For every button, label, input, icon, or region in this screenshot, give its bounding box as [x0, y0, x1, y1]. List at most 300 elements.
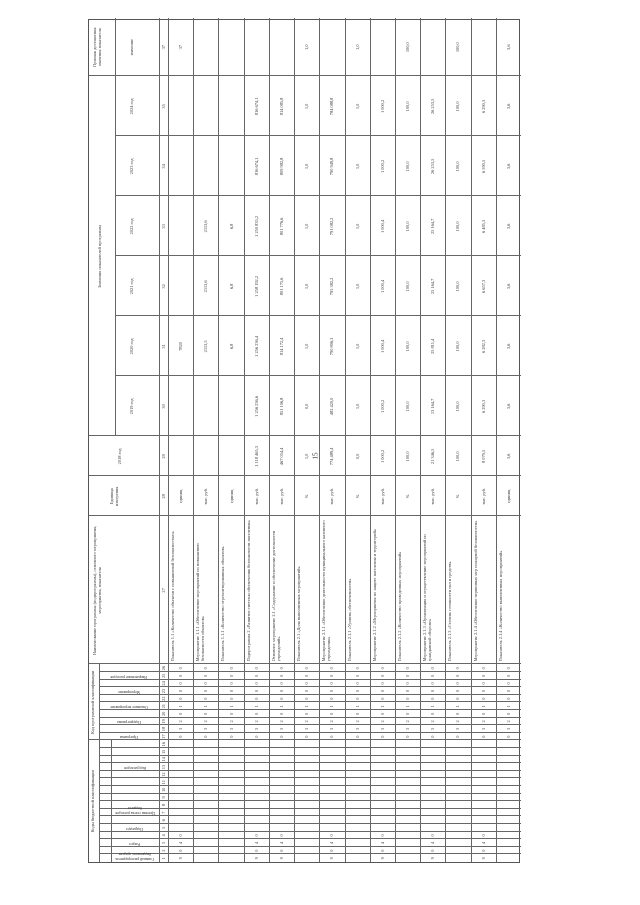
code-cell: 0 — [505, 697, 511, 700]
code-cell: 0 — [203, 682, 209, 685]
relation-column-header: Признак достижения значения показателя — [92, 27, 102, 67]
year-value-cell: 3,6 — [505, 223, 511, 230]
year-value-cell: 100,0 — [455, 281, 461, 292]
kbk-subheader: Главный распорядитель бюджетных средств — [115, 852, 155, 861]
code-cell: 0 — [379, 834, 385, 837]
code-cell: 0 — [379, 697, 385, 700]
code-cell: 0 — [480, 849, 486, 852]
code-cell: 1 — [329, 705, 335, 708]
base-value-cell: 100,0 — [405, 451, 411, 462]
grid-line — [319, 18, 320, 862]
year-value-cell: 1 250 835,2 — [253, 215, 259, 237]
code-cell: 9 — [329, 857, 335, 860]
code-cell: 2 — [253, 720, 259, 723]
unit-cell: тыс. руб. — [329, 488, 335, 505]
grid-line — [89, 476, 521, 477]
indicator-name: Показатель 2.1.3 «Степень готовности сил и средств» — [447, 561, 453, 662]
code-cell: 0 — [329, 697, 335, 700]
relation-subheader: значение — [129, 38, 134, 56]
code-cell: 3 — [354, 727, 360, 731]
base-value-cell — [229, 438, 235, 474]
year-value-cell: 1,0 — [354, 403, 360, 410]
grid-line — [395, 18, 396, 862]
code-cell: 0 — [354, 682, 360, 685]
code-cell: 0 — [329, 712, 335, 715]
grid-line — [89, 516, 521, 517]
code-cell: 0 — [430, 834, 436, 837]
grid-line — [193, 18, 194, 862]
grid-line — [294, 18, 295, 862]
unit-cell: единиц — [505, 489, 511, 504]
year-header: 2024 год — [129, 98, 134, 115]
code-cell: 2 — [505, 720, 511, 723]
code-cell: 0 — [304, 682, 310, 685]
code-cell: 4 — [253, 841, 259, 845]
code-cell: 0 — [379, 735, 385, 738]
indicator-name: Мероприятие 1.1.1 «Обеспечение мероприятий по повышению безопасности объектов» — [195, 543, 206, 662]
code-cell: 0 — [379, 667, 385, 670]
code-cell: 0 — [455, 667, 461, 670]
code-cell: 0 — [304, 697, 310, 700]
code-cell: 2 — [480, 720, 486, 723]
code-cell: 0 — [203, 689, 209, 693]
code-cell: 4 — [178, 841, 184, 845]
unit-cell: % — [304, 494, 310, 499]
year-value-cell: 6 590,5 — [480, 159, 486, 173]
column-number: 11 — [161, 780, 166, 785]
year-value-cell: 801 175,6 — [278, 277, 284, 296]
code-cell: 4 — [480, 841, 486, 845]
code-cell: 0 — [430, 689, 436, 693]
code-cell: 0 — [278, 849, 284, 852]
code-cell: 4 — [379, 841, 385, 845]
code-cell: 3 — [329, 727, 335, 731]
year-value-cell: 100,0 — [455, 101, 461, 112]
year-value-cell: 814 172,4 — [278, 337, 284, 356]
year-value-cell: 100,0 — [405, 281, 411, 292]
indicator-name: Подпрограмма 2 «Развитие системы обеспечения безопасности населения» — [245, 520, 251, 662]
grid-line — [496, 18, 497, 862]
code-cell: 0 — [253, 697, 259, 700]
year-value-cell: 100,0 — [405, 341, 411, 352]
code-cell: 0 — [379, 674, 385, 677]
unit-cell: % — [405, 494, 411, 499]
code-cell: 0 — [405, 735, 411, 738]
program-subheader: Подпрограмма — [117, 720, 141, 725]
year-value-cell: 1 256 236,6 — [253, 395, 259, 417]
code-cell: 0 — [178, 834, 184, 837]
code-cell: 0 — [278, 667, 284, 670]
code-cell: 0 — [278, 834, 284, 837]
column-number: 28 — [161, 494, 166, 499]
unit-cell: % — [455, 494, 461, 499]
unit-cell: тыс. руб. — [203, 488, 209, 505]
code-cell: 0 — [480, 712, 486, 715]
year-value-cell: 3,6 — [505, 343, 511, 350]
code-cell: 2 — [379, 720, 385, 723]
code-cell: 0 — [455, 735, 461, 738]
unit-cell: единиц — [228, 489, 234, 504]
code-cell: 0 — [228, 712, 234, 715]
code-cell: 0 — [203, 697, 209, 700]
year-value-cell: 816 674,1 — [253, 97, 259, 116]
kbk-subheader: Вид расходов — [124, 765, 146, 770]
column-number: 26 — [161, 666, 166, 671]
code-cell: 0 — [329, 667, 335, 670]
year-value-cell: 3,6 — [505, 283, 511, 290]
column-number: 21 — [161, 704, 166, 709]
code-cell: 1 — [379, 705, 385, 708]
year-value-cell: 26 253,5 — [430, 98, 436, 115]
year-value-cell: 1 000,4 — [379, 219, 385, 233]
column-number: 34 — [161, 164, 166, 169]
column-number: 5 — [161, 826, 166, 829]
code-cell: 9 — [430, 857, 436, 860]
year-value-cell: 809 982,8 — [278, 157, 284, 176]
code-cell: 0 — [253, 682, 259, 685]
year-value-cell: 25 164,7 — [430, 218, 436, 235]
code-cell: 0 — [480, 689, 486, 693]
code-cell: 0 — [430, 849, 436, 852]
column-number: 14 — [161, 757, 166, 762]
code-cell: 2 — [178, 720, 184, 723]
code-cell: 0 — [178, 735, 184, 738]
year-value-cell: 6 657,3 — [480, 279, 486, 293]
code-cell: 0 — [178, 682, 184, 685]
year-value-cell: 791 082,2 — [329, 217, 335, 236]
kbk-group-header: Коды бюджетной классификации — [90, 770, 95, 833]
program-table — [88, 19, 520, 863]
column-number: 19 — [161, 719, 166, 724]
year-header: 2021 год — [129, 278, 134, 295]
code-cell: 3 — [228, 727, 234, 731]
code-cell: 0 — [178, 849, 184, 852]
column-number: 23 — [161, 688, 166, 694]
column-number: 20 — [161, 711, 166, 717]
column-number: 37 — [161, 45, 166, 50]
code-cell: 2 — [228, 720, 234, 723]
code-cell: 0 — [253, 849, 259, 852]
code-cell: 1 — [480, 705, 486, 708]
year-value-cell: 790 949,8 — [329, 157, 335, 176]
code-cell: 1 — [354, 705, 360, 708]
code-cell: 0 — [178, 697, 184, 700]
relation-value-cell: 1,0 — [354, 44, 360, 50]
year-value-cell: 25 164,7 — [430, 278, 436, 295]
column-number: 22 — [161, 696, 166, 701]
code-cell: 0 — [455, 682, 461, 685]
code-cell: 0 — [379, 849, 385, 852]
year-value-cell: 1,0 — [304, 103, 310, 110]
code-cell: 0 — [278, 682, 284, 685]
column-number: 8 — [161, 803, 166, 807]
code-cell: 3 — [203, 727, 209, 731]
indicator-name: Основное мероприятие 2.1 «Содержание и обеспечение деятельности учреждений» — [270, 530, 281, 662]
relation-value-cell: 100,0 — [405, 42, 411, 53]
code-cell: 0 — [178, 667, 184, 670]
code-cell: 0 — [278, 674, 284, 677]
code-cell: 0 — [304, 689, 310, 693]
indicator-name: Мероприятие 2.1.3 «Организация и осуществление мероприятий по гражданской обороне» — [422, 534, 433, 662]
year-value-cell: 1,0 — [304, 163, 310, 170]
unit-cell: тыс. руб. — [278, 488, 284, 505]
year-value-cell: 100,0 — [455, 221, 461, 232]
code-cell: 0 — [178, 689, 184, 693]
code-cell: 0 — [405, 689, 411, 693]
year-value-cell: 1 000,2 — [379, 399, 385, 413]
column-number: 18 — [161, 726, 166, 732]
code-cell: 0 — [455, 697, 461, 700]
year-value-cell: 6,8 — [228, 283, 234, 290]
code-cell: 0 — [203, 674, 209, 677]
code-cell: 0 — [379, 682, 385, 685]
column-number: 24 — [161, 681, 166, 686]
grid-line — [89, 76, 521, 77]
column-number: 29 — [161, 454, 166, 459]
code-cell: 0 — [228, 689, 234, 693]
year-value-cell: 100,0 — [405, 401, 411, 412]
base-value-cell: 1 118 465,3 — [253, 446, 259, 467]
unit-cell: тыс. руб. — [379, 488, 385, 505]
year-value-cell: 13 164,7 — [430, 398, 436, 415]
code-cell: 0 — [228, 667, 234, 670]
grid-line — [115, 376, 521, 377]
code-cell: 0 — [430, 712, 436, 715]
code-cell: 9 — [253, 857, 259, 860]
code-cell: 1 — [228, 705, 234, 708]
column-number: 27 — [161, 588, 166, 593]
year-value-cell: 100,0 — [405, 101, 411, 112]
code-cell: 0 — [354, 667, 360, 670]
year-value-cell: 6 290,3 — [480, 99, 486, 113]
year-value-cell: 1 000,4 — [379, 339, 385, 353]
code-cell: 0 — [354, 735, 360, 738]
code-cell: 0 — [379, 689, 385, 693]
column-number: 15 — [161, 749, 166, 755]
base-value-cell: 467 054,4 — [278, 447, 284, 466]
code-cell: 0 — [480, 735, 486, 738]
year-value-cell: 25 811,4 — [430, 338, 436, 355]
code-cell: 1 — [278, 705, 284, 708]
code-cell: 0 — [253, 735, 259, 738]
code-cell: 0 — [480, 834, 486, 837]
year-value-cell: 1,0 — [354, 223, 360, 230]
column-number: 33 — [161, 224, 166, 229]
year-header: 2019 год — [129, 398, 134, 415]
grid-line — [89, 436, 521, 437]
column-number: 17 — [161, 734, 166, 739]
code-cell: 0 — [203, 667, 209, 670]
indicator-name: Мероприятие 2.1.2 «Мероприятия по защите населения и территорий» — [371, 529, 377, 662]
year-value-cell: 100,0 — [455, 401, 461, 412]
year-value-cell: 3,6 — [505, 403, 511, 410]
year-header: 2022 год — [129, 218, 134, 235]
base-value-cell: 8 079,5 — [480, 449, 486, 463]
year-value-cell: 2113,5 — [203, 340, 209, 353]
year-value-cell: 100,0 — [405, 161, 411, 172]
code-cell: 3 — [430, 727, 436, 731]
column-number: 7 — [161, 811, 166, 814]
relation-value-cell: 3,6 — [505, 44, 511, 50]
code-cell: 0 — [178, 674, 184, 677]
code-cell: 0 — [304, 667, 310, 670]
code-cell: 1 — [430, 705, 436, 708]
unit-cell: тыс. руб. — [253, 488, 259, 505]
program-subheader: Программа — [119, 735, 139, 740]
column-number: 16 — [161, 742, 166, 747]
relation-value-cell: 37 — [178, 45, 184, 50]
column-number: 9 — [161, 796, 166, 799]
code-cell: 0 — [329, 735, 335, 738]
code-cell: 0 — [354, 674, 360, 677]
indicator-name: Показатель 1.1.1 «Количество отремонтированных объектов» — [220, 546, 226, 662]
program-subheader: Мероприятие — [118, 689, 140, 694]
year-value-cell: 1 000,2 — [379, 99, 385, 113]
year-value-cell: 790 806,3 — [329, 337, 335, 356]
code-cell: 2 — [455, 720, 461, 723]
code-cell: 0 — [304, 712, 310, 715]
code-cell: 2 — [329, 720, 335, 723]
code-cell: 9 — [480, 857, 486, 860]
year-value-cell: 1 258 192,2 — [253, 275, 259, 297]
column-number: 2 — [161, 849, 166, 852]
code-cell: 0 — [480, 674, 486, 677]
indicators-group-header: Значения показателей программы — [97, 224, 102, 288]
code-cell: 2 — [354, 720, 360, 723]
year-value-cell: 1,0 — [354, 163, 360, 170]
code-cell: 0 — [480, 667, 486, 670]
grid-line — [159, 18, 160, 862]
year-value-cell: 3,6 — [505, 103, 511, 110]
code-cell: 9 — [379, 857, 385, 860]
code-cell: 1 — [178, 705, 184, 708]
code-cell: 1 — [304, 705, 310, 708]
code-cell: 2 — [278, 720, 284, 723]
indicator-name: Показатель 2.1.2 «Количество проведенных мероприятий» — [396, 551, 402, 662]
code-cell: 0 — [203, 712, 209, 715]
grid-line — [168, 18, 169, 862]
base-year-header: 2018 год — [117, 448, 122, 465]
year-value-cell: 1,0 — [304, 283, 310, 290]
code-cell: 0 — [329, 834, 335, 837]
code-cell: 0 — [405, 682, 411, 685]
column-number: 32 — [161, 284, 166, 289]
program-subheader: Основное мероприятие — [110, 705, 148, 709]
code-cell: 0 — [253, 689, 259, 693]
grid-line — [115, 196, 521, 197]
code-cell: 0 — [329, 689, 335, 693]
year-value-cell: 6 282,3 — [480, 339, 486, 353]
code-cell: 0 — [505, 689, 511, 693]
code-cell: 3 — [505, 727, 511, 731]
code-cell: 0 — [329, 674, 335, 677]
code-cell: 0 — [505, 712, 511, 715]
year-value-cell: 816 674,1 — [253, 157, 259, 176]
code-cell: 0 — [354, 712, 360, 715]
code-cell: 9 — [278, 857, 284, 860]
code-cell: 0 — [405, 667, 411, 670]
code-cell: 0 — [430, 667, 436, 670]
code-cell: 0 — [505, 674, 511, 677]
kbk-subheader: Целевая статья расходов бюджета — [115, 806, 155, 816]
unit-cell: тыс. руб. — [430, 488, 436, 505]
base-value-cell: 0,0 — [354, 453, 360, 460]
code-cell: 0 — [354, 697, 360, 700]
code-cell: 0 — [178, 712, 184, 715]
grid-line — [244, 18, 245, 862]
indicator-name: Показатель 2.1.1 «Уровень обеспеченности» — [346, 578, 352, 662]
grid-line — [269, 18, 270, 862]
year-value-cell: 1 256 236,4 — [253, 335, 259, 357]
grid-line — [115, 256, 521, 257]
year-value-cell: 1 000,4 — [379, 279, 385, 293]
program-code-header: Код программной классификации — [90, 670, 95, 734]
code-cell: 0 — [278, 697, 284, 700]
page-number: 15 — [311, 452, 320, 460]
relation-value-cell: 100,0 — [455, 42, 461, 53]
code-cell: 9 — [178, 857, 184, 860]
name-column-header: Наименование программы (подпрограммы), основного мероприятия, мероприятия, показателя — [92, 525, 102, 656]
code-cell: 3 — [480, 727, 486, 731]
grid-line — [218, 18, 219, 862]
code-cell: 0 — [505, 735, 511, 738]
grid-line — [445, 18, 446, 862]
base-value-cell: 21 346,5 — [430, 448, 436, 465]
year-value-cell: 7820 — [178, 342, 184, 351]
year-value-cell: 1 000,2 — [379, 159, 385, 173]
code-cell: 0 — [253, 834, 259, 837]
year-value-cell: 3,6 — [505, 163, 511, 170]
year-value-cell: 100,0 — [405, 221, 411, 232]
column-number: 35 — [161, 104, 166, 109]
code-cell: 0 — [505, 682, 511, 685]
code-cell: 0 — [430, 735, 436, 738]
grid-line — [420, 18, 421, 862]
year-value-cell: 801 776,6 — [278, 217, 284, 236]
code-cell: 0 — [430, 682, 436, 685]
year-value-cell: 482 420,0 — [329, 397, 335, 416]
column-number: 25 — [161, 673, 166, 679]
grid-line — [471, 18, 472, 862]
unit-column-header: Единица измерения — [109, 486, 119, 507]
base-value-cell: 1,0 — [304, 453, 310, 460]
code-cell: 0 — [228, 674, 234, 677]
code-cell: 1 — [253, 705, 259, 708]
code-cell: 4 — [430, 841, 436, 845]
code-cell: 3 — [379, 727, 385, 731]
column-number: 3 — [161, 841, 166, 845]
code-cell: 0 — [203, 735, 209, 738]
column-number: 31 — [161, 344, 166, 349]
grid-line — [115, 18, 116, 76]
code-cell: 1 — [455, 705, 461, 708]
code-cell: 0 — [455, 689, 461, 693]
grid-line — [115, 76, 116, 436]
column-number: 6 — [161, 819, 166, 822]
code-cell: 4 — [278, 841, 284, 845]
year-value-cell: 1,0 — [304, 223, 310, 230]
unit-cell: тыс. руб. — [480, 488, 486, 505]
indicator-name: Показатель 1.1 «Количество объектов с повышенной безопасностью» — [170, 531, 175, 662]
year-value-cell: 851 106,8 — [278, 397, 284, 416]
code-cell: 2 — [430, 720, 436, 723]
code-cell: 0 — [278, 689, 284, 693]
grid-line — [115, 316, 521, 317]
code-cell: 3 — [278, 727, 284, 731]
grid-line — [115, 136, 521, 137]
code-cell: 3 — [405, 727, 411, 731]
code-cell: 0 — [455, 712, 461, 715]
